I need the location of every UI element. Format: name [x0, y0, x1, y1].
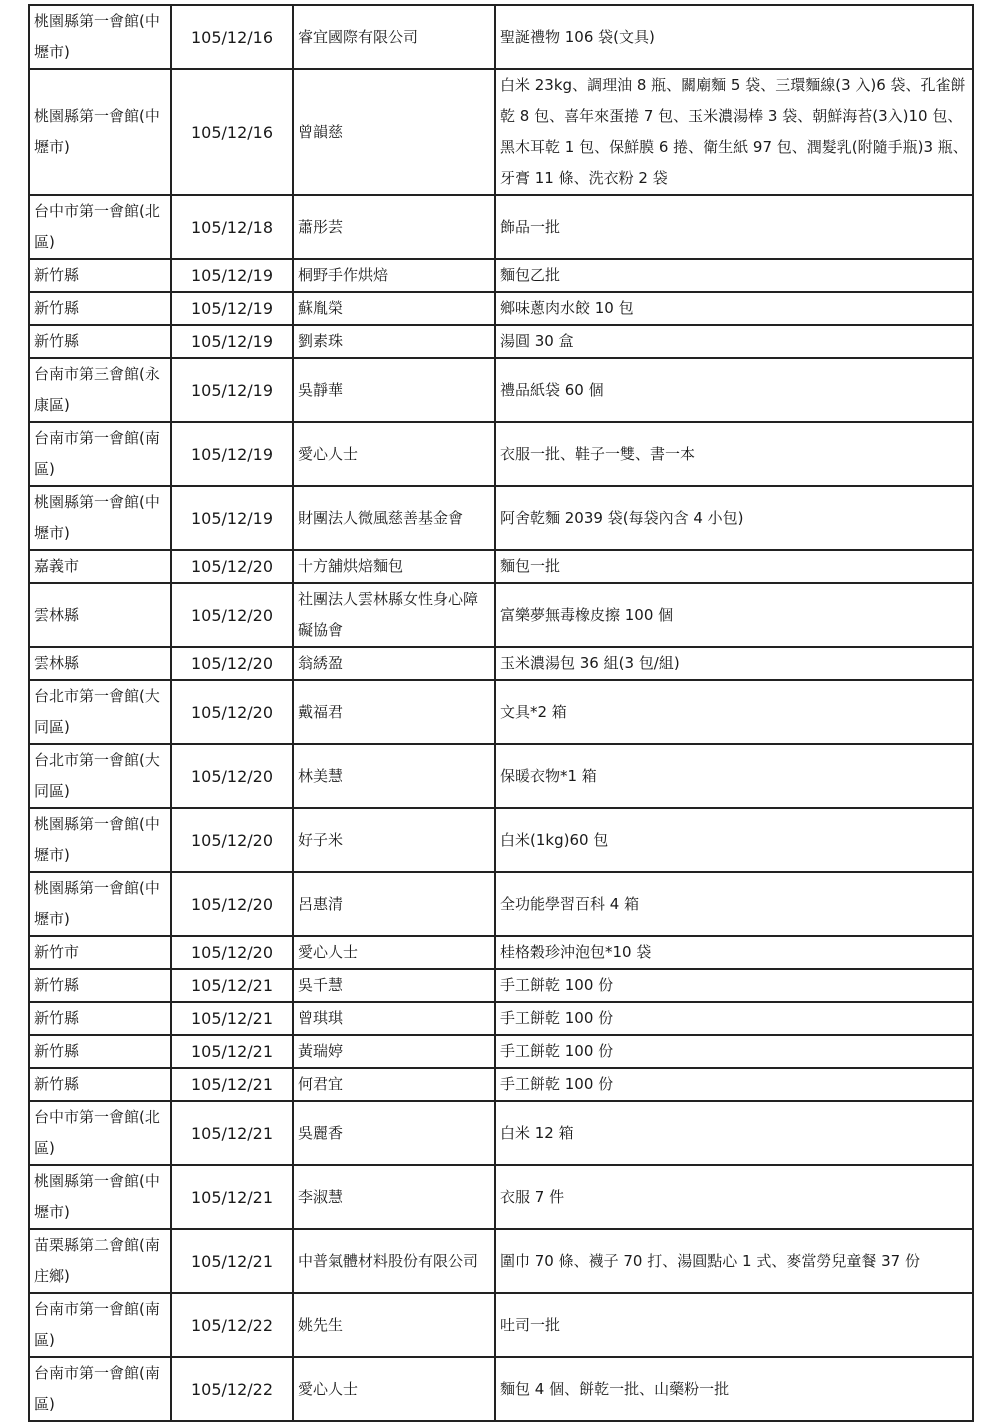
date-cell: 105/12/21 [171, 969, 293, 1002]
date-cell: 105/12/18 [171, 195, 293, 259]
table-row [29, 1165, 973, 1229]
date-cell: 105/12/20 [171, 744, 293, 808]
donor-cell: 李淑慧 [293, 1165, 495, 1229]
date-cell: 105/12/21 [171, 1035, 293, 1068]
date-cell: 105/12/20 [171, 647, 293, 680]
donor-cell: 曾琪琪 [293, 1002, 495, 1035]
table-row [29, 422, 973, 486]
table-row [29, 680, 973, 744]
donor-cell: 社團法人雲林縣女性身心障礙協會 [293, 583, 495, 647]
item-cell: 鄉味蔥肉水餃 10 包 [495, 292, 973, 325]
branch-cell: 台中市第一會館(北區) [29, 195, 171, 259]
date-cell: 105/12/20 [171, 583, 293, 647]
donor-cell: 林美慧 [293, 744, 495, 808]
donor-cell: 蕭彤芸 [293, 195, 495, 259]
item-cell: 湯圓 30 盒 [495, 325, 973, 358]
item-cell: 文具*2 箱 [495, 680, 973, 744]
table-row [29, 1101, 973, 1165]
donor-cell: 財團法人微風慈善基金會 [293, 486, 495, 550]
table-row [29, 1002, 973, 1035]
donor-cell: 曾韻慈 [293, 69, 495, 195]
item-cell: 衣服一批、鞋子一雙、書一本 [495, 422, 973, 486]
branch-cell: 台南市第一會館(南區) [29, 1357, 171, 1421]
date-cell: 105/12/20 [171, 936, 293, 969]
date-cell: 105/12/19 [171, 486, 293, 550]
item-cell: 玉米濃湯包 36 組(3 包/組) [495, 647, 973, 680]
branch-cell: 桃園縣第一會館(中壢市) [29, 486, 171, 550]
item-cell: 手工餅乾 100 份 [495, 1035, 973, 1068]
donor-cell: 好子米 [293, 808, 495, 872]
date-cell: 105/12/19 [171, 292, 293, 325]
donor-cell: 愛心人士 [293, 422, 495, 486]
item-cell: 麵包一批 [495, 550, 973, 583]
date-cell: 105/12/21 [171, 1165, 293, 1229]
donor-cell: 十方舖烘焙麵包 [293, 550, 495, 583]
item-cell: 白米 23kg、調理油 8 瓶、關廟麵 5 袋、三環麵線(3 入)6 袋、孔雀餅乾 8 包、喜年來蛋捲 7 包、玉米濃湯棒 3 袋、朝鮮海苔(3入)10 包、黑木耳乾 1 包、保鮮膜 6 捲、衛生紙 97 包、潤髮乳(附隨手瓶)3 瓶、牙膏 11 條、洗衣粉 2 袋 [495, 69, 973, 195]
branch-cell: 苗栗縣第二會館(南庄鄉) [29, 1229, 171, 1293]
item-cell: 保暖衣物*1 箱 [495, 744, 973, 808]
donor-cell: 睿宜國際有限公司 [293, 5, 495, 69]
item-cell: 手工餅乾 100 份 [495, 1068, 973, 1101]
item-cell: 飾品一批 [495, 195, 973, 259]
branch-cell: 新竹縣 [29, 1068, 171, 1101]
branch-cell: 新竹縣 [29, 259, 171, 292]
donor-cell: 愛心人士 [293, 1357, 495, 1421]
branch-cell: 桃園縣第一會館(中壢市) [29, 1165, 171, 1229]
item-cell: 阿舍乾麵 2039 袋(每袋內含 4 小包) [495, 486, 973, 550]
item-cell: 手工餅乾 100 份 [495, 969, 973, 1002]
branch-cell: 嘉義市 [29, 550, 171, 583]
branch-cell: 台中市第一會館(北區) [29, 1101, 171, 1165]
branch-cell: 新竹縣 [29, 969, 171, 1002]
branch-cell: 台南市第三會館(永康區) [29, 358, 171, 422]
date-cell: 105/12/16 [171, 69, 293, 195]
item-cell: 全功能學習百科 4 箱 [495, 872, 973, 936]
item-cell: 白米(1kg)60 包 [495, 808, 973, 872]
table-row [29, 1035, 973, 1068]
item-cell: 麵包乙批 [495, 259, 973, 292]
donation-table [28, 4, 974, 1422]
table-row [29, 1293, 973, 1357]
date-cell: 105/12/16 [171, 5, 293, 69]
date-cell: 105/12/21 [171, 1229, 293, 1293]
branch-cell: 桃園縣第一會館(中壢市) [29, 5, 171, 69]
table-row [29, 808, 973, 872]
date-cell: 105/12/21 [171, 1101, 293, 1165]
branch-cell: 台南市第一會館(南區) [29, 422, 171, 486]
branch-cell: 新竹市 [29, 936, 171, 969]
table-row [29, 1229, 973, 1293]
date-cell: 105/12/20 [171, 808, 293, 872]
branch-cell: 新竹縣 [29, 325, 171, 358]
item-cell: 麵包 4 個、餅乾一批、山藥粉一批 [495, 1357, 973, 1421]
branch-cell: 桃園縣第一會館(中壢市) [29, 808, 171, 872]
table-row [29, 969, 973, 1002]
donor-cell: 姚先生 [293, 1293, 495, 1357]
date-cell: 105/12/21 [171, 1068, 293, 1101]
branch-cell: 新竹縣 [29, 1035, 171, 1068]
donor-cell: 黃瑞婷 [293, 1035, 495, 1068]
date-cell: 105/12/19 [171, 422, 293, 486]
item-cell: 圍巾 70 條、襪子 70 打、湯圓點心 1 式、麥當勞兒童餐 37 份 [495, 1229, 973, 1293]
donor-cell: 戴福君 [293, 680, 495, 744]
date-cell: 105/12/20 [171, 680, 293, 744]
table-row [29, 486, 973, 550]
item-cell: 聖誕禮物 106 袋(文具) [495, 5, 973, 69]
branch-cell: 雲林縣 [29, 647, 171, 680]
table-row [29, 872, 973, 936]
item-cell: 衣服 7 件 [495, 1165, 973, 1229]
branch-cell: 雲林縣 [29, 583, 171, 647]
donor-cell: 吳靜華 [293, 358, 495, 422]
branch-cell: 台北市第一會館(大同區) [29, 744, 171, 808]
branch-cell: 桃園縣第一會館(中壢市) [29, 872, 171, 936]
date-cell: 105/12/19 [171, 259, 293, 292]
table-row [29, 647, 973, 680]
item-cell: 禮品紙袋 60 個 [495, 358, 973, 422]
item-cell: 白米 12 箱 [495, 1101, 973, 1165]
table-row [29, 583, 973, 647]
donor-cell: 翁綉盈 [293, 647, 495, 680]
date-cell: 105/12/20 [171, 550, 293, 583]
branch-cell: 台南市第一會館(南區) [29, 1293, 171, 1357]
table-row [29, 550, 973, 583]
item-cell: 吐司一批 [495, 1293, 973, 1357]
donor-cell: 桐野手作烘焙 [293, 259, 495, 292]
donor-cell: 何君宜 [293, 1068, 495, 1101]
table-row [29, 259, 973, 292]
donor-cell: 中普氣體材料股份有限公司 [293, 1229, 495, 1293]
branch-cell: 新竹縣 [29, 292, 171, 325]
donor-cell: 蘇胤榮 [293, 292, 495, 325]
donor-cell: 愛心人士 [293, 936, 495, 969]
item-cell: 富樂夢無毒橡皮擦 100 個 [495, 583, 973, 647]
table-row [29, 1357, 973, 1421]
date-cell: 105/12/21 [171, 1002, 293, 1035]
donor-cell: 吳麗香 [293, 1101, 495, 1165]
donor-cell: 呂惠清 [293, 872, 495, 936]
table-row [29, 69, 973, 195]
donation-table-body [29, 5, 973, 1421]
date-cell: 105/12/19 [171, 358, 293, 422]
item-cell: 手工餅乾 100 份 [495, 1002, 973, 1035]
branch-cell: 桃園縣第一會館(中壢市) [29, 69, 171, 195]
date-cell: 105/12/20 [171, 872, 293, 936]
date-cell: 105/12/22 [171, 1357, 293, 1421]
donor-cell: 吳千慧 [293, 969, 495, 1002]
table-row [29, 292, 973, 325]
table-row [29, 325, 973, 358]
table-row [29, 936, 973, 969]
item-cell: 桂格穀珍沖泡包*10 袋 [495, 936, 973, 969]
table-row [29, 358, 973, 422]
branch-cell: 台北市第一會館(大同區) [29, 680, 171, 744]
donor-cell: 劉素珠 [293, 325, 495, 358]
table-row [29, 195, 973, 259]
branch-cell: 新竹縣 [29, 1002, 171, 1035]
table-row [29, 5, 973, 69]
date-cell: 105/12/22 [171, 1293, 293, 1357]
table-row [29, 1068, 973, 1101]
table-row [29, 744, 973, 808]
date-cell: 105/12/19 [171, 325, 293, 358]
